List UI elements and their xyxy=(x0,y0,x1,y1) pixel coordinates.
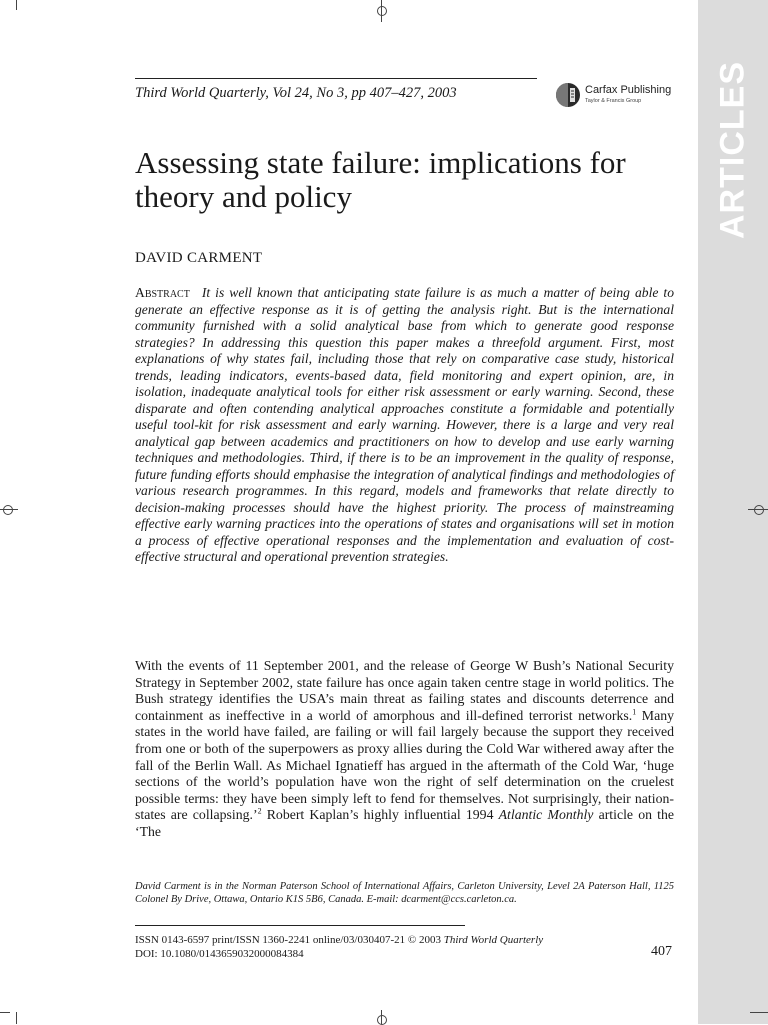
body-text-part: Robert Kaplan’s highly influential 1994 xyxy=(261,807,499,823)
publisher-subtitle: Taylor & Francis Group xyxy=(585,98,642,104)
footer-rule xyxy=(135,925,465,926)
crop-mark-bottom xyxy=(372,1010,392,1024)
abstract xyxy=(135,285,674,566)
doi-line[interactable]: DOI: 10.1080/0143659032000084384 xyxy=(135,948,304,960)
issn-text: ISSN 0143-6597 print/ISSN 1360-2241 online/03/030407-21 © 2003 xyxy=(135,934,444,946)
abstract-text: It is well known that anticipating state failure is as much a matter of being able to generate an effective response as it is of getting the analysis right. But is the international community furnished with a solid analytical base from which to generate good response strategies? In addressing this question this paper makes a threefold argument. First, most explanations of why states fail, including those that rely on comparative case study, historical trends, leading indicators, events-based data, field monitoring and expert opinion, are, in isolation, inadequate analytical tools for either risk assessment or early warning. Second, these disparate and often contending analytical approaches constitute a formidable and potentially useful tool-kit for risk assessment and early warning. However, there is a large and very real analytical gap between academics and practitioners on how to develop and use early warning techniques and methodologies. Third, if there is to be an improvement in the quality of response, future funding efforts should emphasise the integration of analytical findings and methodologies of various research programmes. In this regard, models and frameworks that relate directly to decision-making processes should have the highest priority. The process of mainstreaming effective early warning practices into the operations of states and organisations will set in motion a process of effective operational responses and the implementation and evaluation of cost-effective structural and operational prevention strategies. xyxy=(135,285,674,564)
issn-line xyxy=(135,934,543,946)
page-number: 407 xyxy=(651,944,672,959)
issn-journal: Third World Quarterly xyxy=(443,934,544,946)
crop-mark-top-left xyxy=(0,0,22,22)
crop-mark-left xyxy=(0,500,18,520)
publisher-block xyxy=(555,80,685,112)
crop-mark-top xyxy=(372,0,392,22)
publisher-name: Carfax Publishing xyxy=(585,84,672,96)
abstract-label: Abstract xyxy=(135,285,190,300)
journal-header xyxy=(135,78,537,111)
crop-mark-right xyxy=(748,500,768,520)
publication-title: Atlantic Monthly xyxy=(498,807,594,823)
carfax-logo-icon xyxy=(555,82,581,108)
crop-mark-bottom-right xyxy=(740,1004,768,1024)
body-paragraph xyxy=(135,658,674,841)
footnote-ref-1[interactable]: 1 xyxy=(632,707,637,717)
side-tab-label: ARTICLES xyxy=(713,61,752,239)
body-text-part: With the events of 11 September 2001, and the release of George W Bush’s National Security Strategy in September 2002, state failure has once again taken centre stage in world politics. The Bush strategy identifies the USA’s main threat as failing states and discounts deterrence and containment as ineffective in a world of amorphous and ill-defined terrorist networks. xyxy=(135,658,674,723)
author-footnote: David Carment is in the Norman Paterson School of International Affairs, Carleton University, Level 2A Paterson Hall, 1125 Colonel By Drive, Ottawa, Ontario K1S 5B6, Canada. E-mail: dcarment@ccs.carleton.ca. xyxy=(135,881,674,906)
crop-mark-bottom-left xyxy=(0,1004,22,1024)
article-title: Assessing state failure: implications for theory and policy xyxy=(135,145,626,214)
journal-citation: Third World Quarterly, Vol 24, No 3, pp 407–427, 2003 xyxy=(135,85,457,101)
body-text-part: article on the ‘The xyxy=(135,807,675,839)
body-text-part: Many states in the world have failed, are failing or will fail largely because the support they received from one or both of the superpowers as proxy allies during the Cold War withered away after the fall of the Berlin Wall. As Michael Ignatieff has argued in the aftermath of the Cold War, ‘huge sections of the world’s population have won the right of self determination on the cruelest possible terms: they have been simply left to fend for themselves. Not surprisingly, their nation-states are collapsing.’ xyxy=(135,707,674,823)
article-author: DAVID CARMENT xyxy=(135,250,263,266)
footnote-ref-2[interactable]: 2 xyxy=(257,806,262,816)
